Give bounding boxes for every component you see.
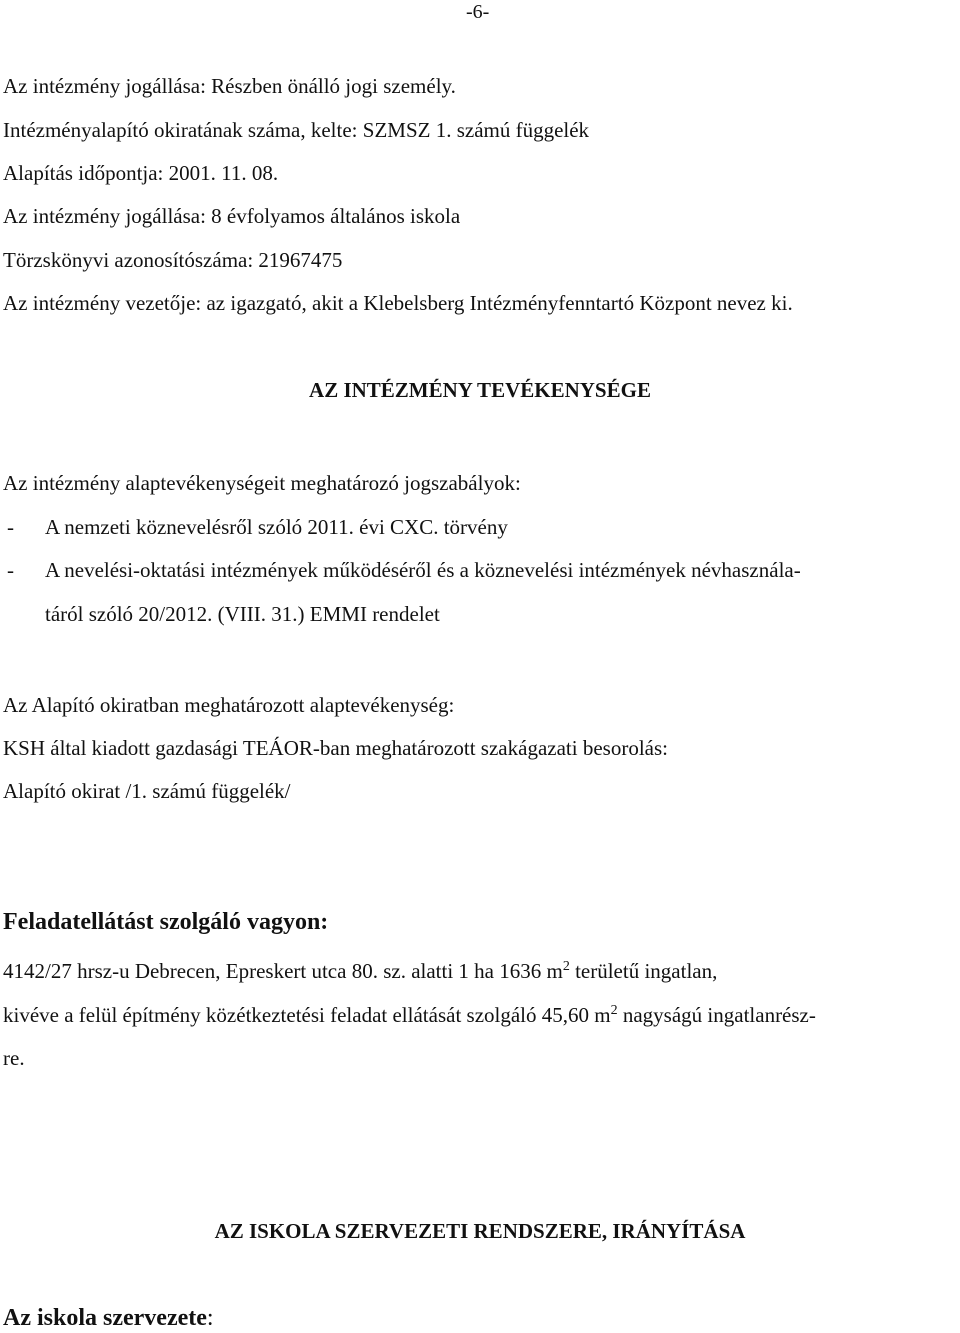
- list-dash: -: [7, 515, 14, 539]
- square-superscript: 2: [610, 1003, 618, 1018]
- activity-heading: AZ INTÉZMÉNY TEVÉKENYSÉGE: [309, 378, 651, 402]
- organization-subheading-colon: :: [206, 1305, 214, 1331]
- square-superscript: 2: [562, 959, 570, 974]
- organization-subheading: [3, 1303, 214, 1333]
- director-line: Az intézmény vezetője: az igazgató, akit a Klebelsberg Intézményfenntartó Központ nevez ki.: [3, 291, 793, 315]
- law-2-text-line-1: A nevelési-oktatási intézmények működéséről és a köznevelési intézmények névhasznála-: [45, 558, 801, 582]
- legal-status-line: Az intézmény jogállása: Részben önálló jogi személy.: [3, 74, 456, 98]
- list-dash: -: [7, 558, 14, 582]
- assets-line-1: [3, 958, 717, 984]
- structure-heading: AZ ISKOLA SZERVEZETI RENDSZERE, IRÁNYÍTÁSA: [214, 1219, 746, 1243]
- law-2-text-line-2: táról szóló 20/2012. (VIII. 31.) EMMI rendelet: [45, 602, 440, 626]
- school-type-line: Az intézmény jogállása: 8 évfolyamos általános iskola: [3, 204, 461, 228]
- organization-subheading-text: Az iskola szervezete: [3, 1305, 207, 1331]
- law-list-item-1: [3, 514, 508, 540]
- assets-line-3: re.: [3, 1046, 25, 1070]
- founding-activity-line: Az Alapító okiratban meghatározott alaptevékenység:: [3, 693, 455, 717]
- page-number: -6-: [466, 1, 490, 23]
- activity-intro: Az intézmény alaptevékenységeit meghatározó jogszabályok:: [3, 471, 521, 495]
- founding-document-line: Intézményalapító okiratának száma, kelte: SZMSZ 1. számú függelék: [3, 118, 590, 142]
- assets-line-2-text: kivéve a felül építmény közétkeztetési feladat ellátását szolgáló 45,60 m: [3, 1003, 611, 1027]
- appendix-reference-line: Alapító okirat /1. számú függelék/: [3, 779, 291, 803]
- law-1-text: A nemzeti köznevelésről szóló 2011. évi CXC. törvény: [45, 515, 508, 539]
- assets-line-2: [3, 1002, 816, 1028]
- registry-id-line: Törzskönyvi azonosítószáma: 21967475: [3, 248, 343, 272]
- law-list-item-2: [3, 557, 801, 583]
- founding-date-line: Alapítás időpontja: 2001. 11. 08.: [3, 161, 279, 185]
- teaor-line: KSH által kiadott gazdasági TEÁOR-ban meghatározott szakágazati besorolás:: [3, 736, 668, 760]
- assets-line-1-text: 4142/27 hrsz-u Debrecen, Epreskert utca 80. sz. alatti 1 ha 1636 m: [3, 959, 563, 983]
- assets-heading: Feladatellátást szolgáló vagyon:: [3, 909, 329, 935]
- assets-line-2-tail: nagyságú ingatlanrész-: [617, 1003, 816, 1027]
- assets-line-1-tail: területű ingatlan,: [569, 959, 718, 983]
